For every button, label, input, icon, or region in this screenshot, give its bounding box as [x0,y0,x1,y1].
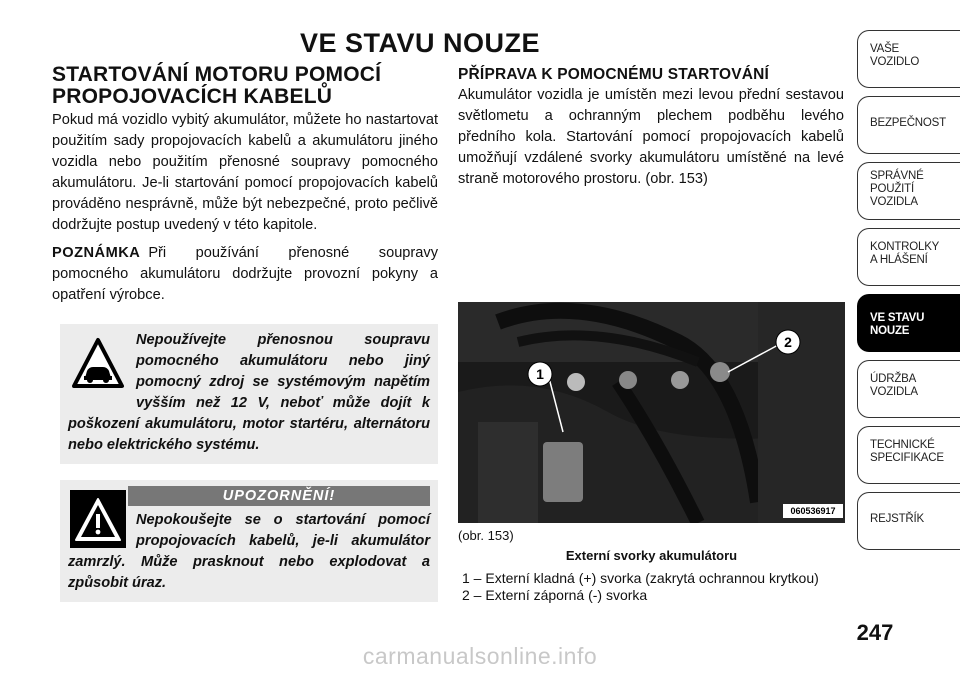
figure-title: Externí svorky akumulátoru [565,548,738,563]
tab-udrzba[interactable] [857,360,960,418]
car-warning-icon [70,334,126,392]
tab-bezpecnost[interactable] [857,96,960,154]
tab-label: POUŽITÍ [870,183,914,195]
note-label: POZNÁMKA [52,245,141,261]
tab-ve-stavu-nouze[interactable] [857,294,960,352]
callout-1: 1 [536,366,544,382]
engine-bay-illustration [458,302,845,523]
tab-kontrolky[interactable] [857,228,960,286]
tab-label: VAŠE [870,43,900,55]
section-heading [52,64,438,108]
tab-label: KONTROLKY [870,241,940,253]
section-heading-line1: STARTOVÁNÍ MOTORU POMOCÍ [52,63,382,86]
note-paragraph [52,243,438,306]
page-title: VE STAVU NOUZE [299,28,541,58]
caution-box [60,320,438,464]
callout-2: 2 [784,334,792,350]
tab-label: VOZIDLO [870,56,920,68]
warning-title: UPOZORNĚNÍ! [128,486,430,506]
legend-item-2: 2 – Externí záporná (-) svorka [462,587,648,603]
watermark: carmanualsonline.info [362,643,598,669]
left-column [52,64,438,602]
page-number: 247 [856,620,894,645]
caution-text: Nepoužívejte přenosnou soupravu pomocného akumulátoru nebo jiný pomocný zdroj se systémovým napětím vyšším než 12 V, neboť může dojít k poškození akumulátoru, motor startéru, alternátoru nebo elektrického systému. [68,332,430,453]
tab-label: VE STAVU [870,312,925,324]
tab-label: ÚDRŽBA [870,373,917,385]
tab-label: SPECIFIKACE [870,452,944,464]
legend-item-1: 1 – Externí kladná (+) svorka (zakrytá ochrannou krytkou) [462,570,819,586]
tab-label: VOZIDLA [870,386,918,398]
tab-label: NOUZE [870,325,910,337]
chapter-tabs [857,30,960,558]
right-column [458,66,844,197]
tab-label: SPRÁVNÉ [870,170,924,182]
preparation-paragraph: Akumulátor vozidla je umístěn mezi levou přední sestavou světlometu a ochranným plechem podběhu levého předního kola. Startování pomocí propojovacích kabelů umožňují vzdálené svorky akumulátoru umístěné na levé straně motorového prostoru. (obr. 153) [458,87,844,187]
tab-label: BEZPEČNOST [870,117,946,129]
warning-box [60,480,438,602]
section-heading-line2: PROPOJOVACÍCH KABELŮ [52,85,333,108]
tab-technicke-specifikace[interactable] [857,426,960,484]
tab-spravne-pouziti[interactable] [857,162,960,220]
engine-bay-photo [458,302,845,523]
subsection-heading: PŘÍPRAVA K POMOCNÉMU STARTOVÁNÍ [458,66,770,83]
tab-label: REJSTŘÍK [870,513,924,525]
tab-label: VOZIDLA [870,196,918,208]
warning-text: Nepokoušejte se o startování pomocí propojovacích kabelů, je-li akumulátor zamrzlý. Může prasknout nebo explodovat a způsobit úraz. [68,512,430,591]
tab-label: TECHNICKÉ [870,439,935,451]
tab-rejstrik[interactable] [857,492,960,550]
intro-paragraph: Pokud má vozidlo vybitý akumulátor, můžete ho nastartovat použitím sady propojovacích kabelů a akumulátoru jiného vozidla nebo použitím přenosné soupravy pomocného akumulátoru. Je-li startování pomocí propojovacích kabelů prováděno nesprávně, může být nebezpečné, proto pečlivě dodržujte postup uvedený v této kapitole. [52,112,438,233]
exclamation-warning-icon [70,490,126,548]
tab-vase-vozidlo[interactable] [857,30,960,88]
tab-label: A HLÁŠENÍ [870,254,928,266]
figure-legend [462,570,842,604]
figure-reference: (obr. 153) [458,528,514,543]
photo-code: 060536917 [790,506,836,516]
note-text: Při používání přenosné soupravy pomocného akumulátoru dodržujte provozní pokyny a opatření výrobce. [52,245,438,303]
